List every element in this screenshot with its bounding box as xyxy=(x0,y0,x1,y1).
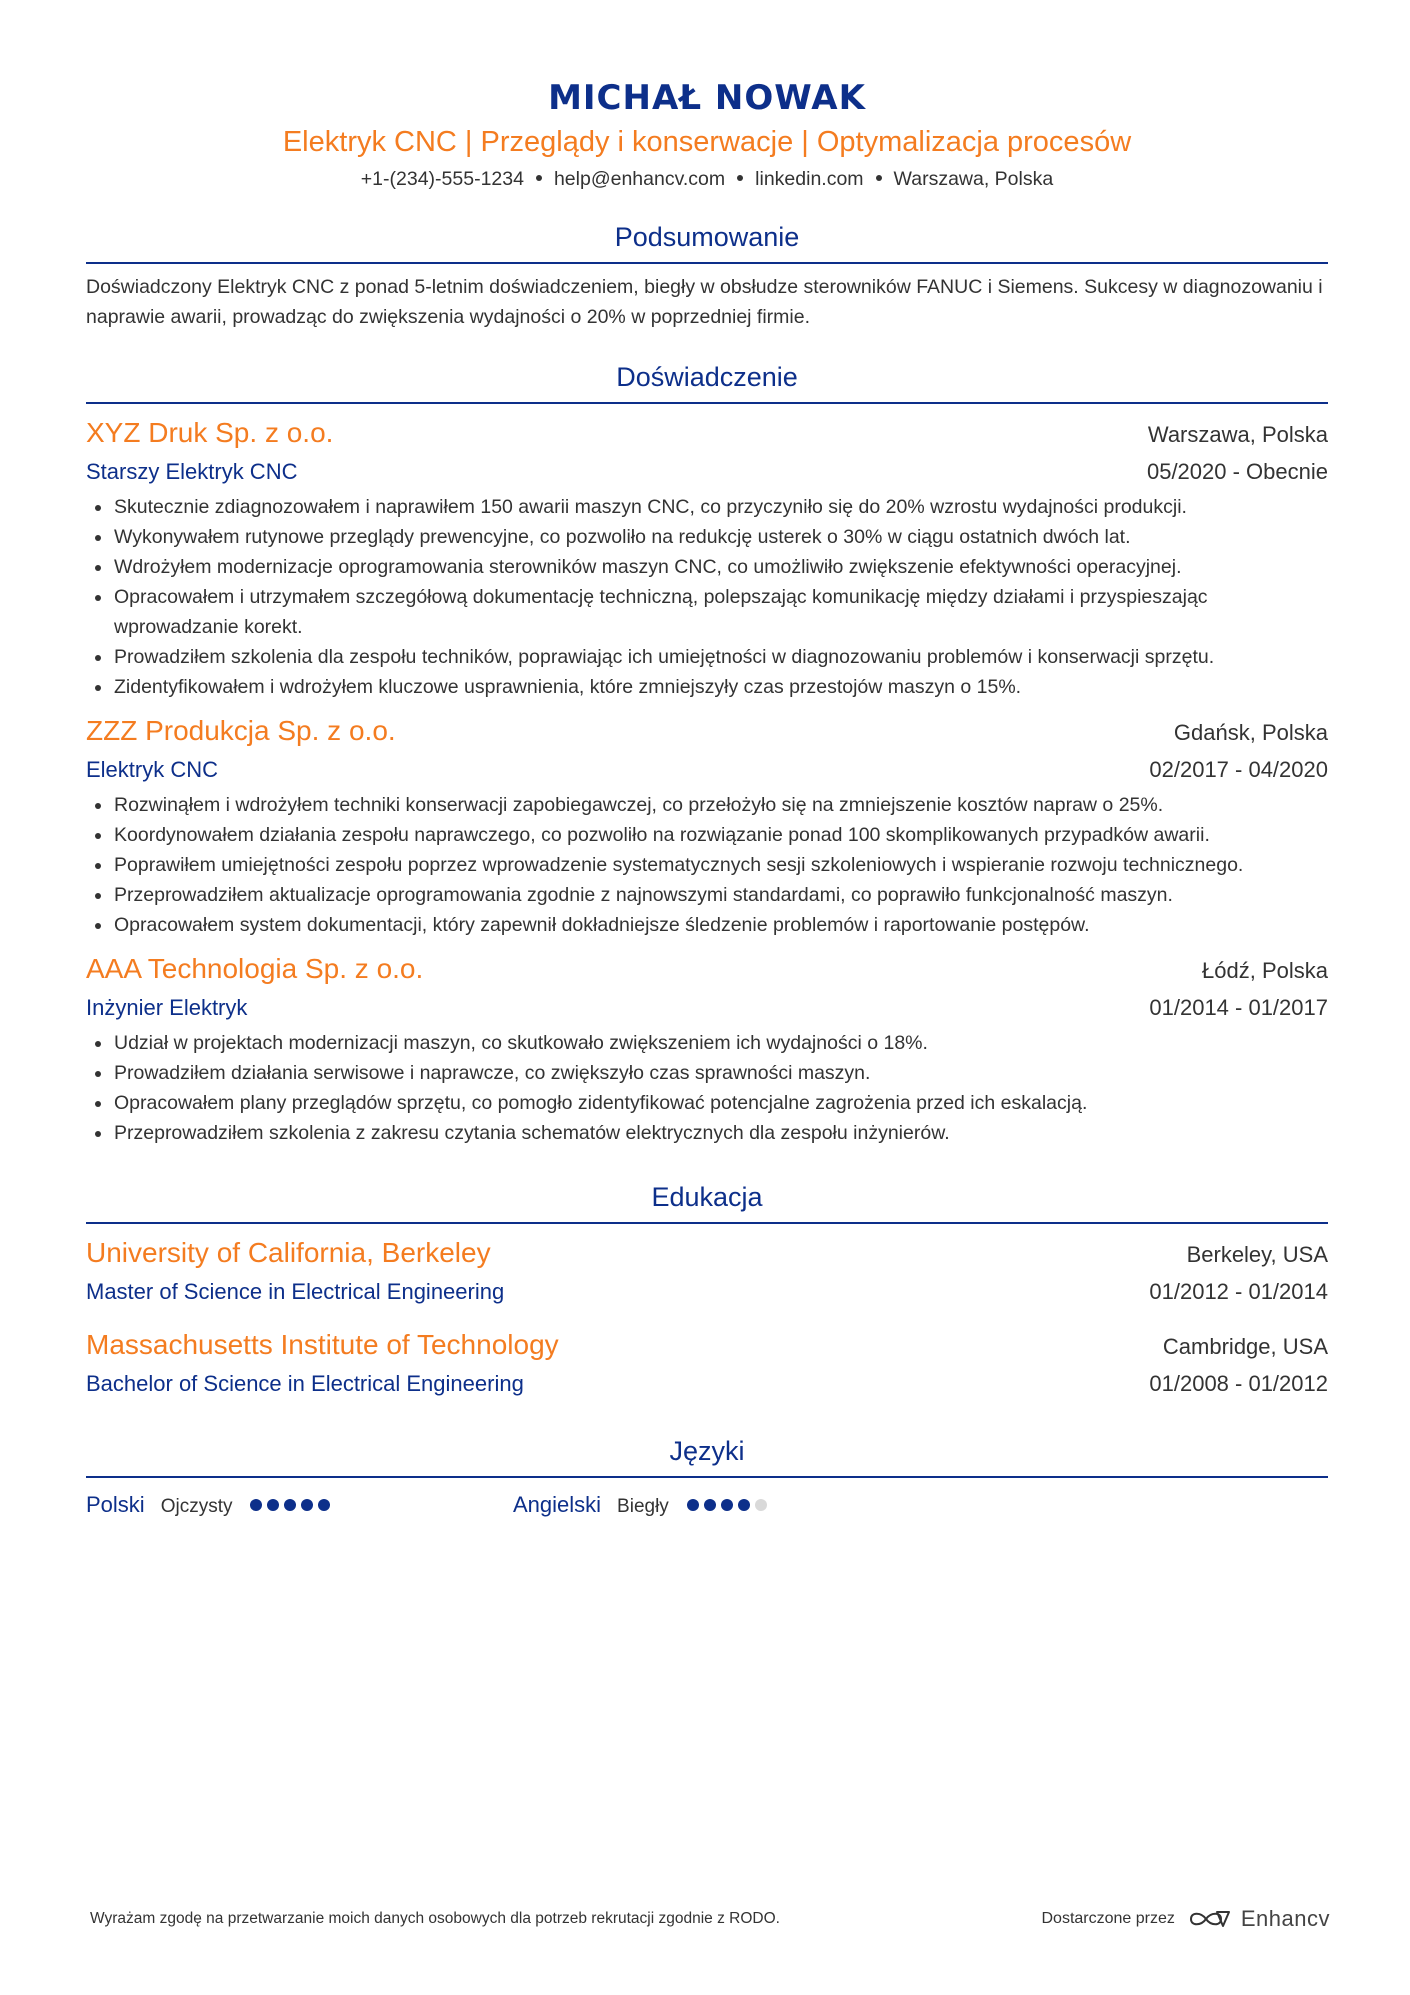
job-dates: 05/2020 - Obecnie xyxy=(1146,459,1328,484)
school-location: Berkeley, USA xyxy=(1186,1242,1328,1267)
job-location: Łódź, Polska xyxy=(1202,958,1328,983)
linkedin[interactable]: linkedin.com xyxy=(755,168,864,190)
proficiency-dot xyxy=(721,1499,733,1511)
phone: +1-(234)-555-1234 xyxy=(360,168,524,190)
separator-dot xyxy=(737,175,743,181)
job-header-row xyxy=(86,712,1328,752)
proficiency-dot xyxy=(284,1499,296,1511)
education-entry xyxy=(86,1326,1328,1402)
job-role-row xyxy=(86,454,1328,490)
job-location: Gdańsk, Polska xyxy=(1173,720,1328,745)
section-heading: Podsumowanie xyxy=(86,218,1328,264)
language-level: Biegły xyxy=(617,1496,669,1517)
resume-header xyxy=(86,0,1328,194)
bullet-item: Rozwinąłem i wdrożyłem techniki konserwacji zapobiegawczej, co przełożyło się na zmniejszenie kosztów napraw o 25%. xyxy=(114,790,1328,820)
proficiency-dot xyxy=(267,1499,279,1511)
experience-section xyxy=(86,358,1328,1148)
footer xyxy=(90,1906,1330,1932)
education-section xyxy=(86,1178,1328,1402)
bullet-item: Wdrożyłem modernizacje oprogramowania sterowników maszyn CNC, co umożliwiło zwiększenie efektywności operacyjnej. xyxy=(114,552,1328,582)
bullet-item: Udział w projektach modernizacji maszyn, co skutkowało zwiększeniem ich wydajności o 18%. xyxy=(114,1028,1328,1058)
proficiency-dots xyxy=(687,1499,772,1511)
proficiency-dot xyxy=(755,1499,767,1511)
degree-row xyxy=(86,1366,1328,1402)
section-heading: Języki xyxy=(86,1432,1328,1478)
candidate-title: Elektryk CNC | Przeglądy i konserwacje | Optymalizacja procesów xyxy=(282,126,1132,158)
separator-dot xyxy=(876,175,882,181)
separator-dot xyxy=(536,175,542,181)
job-header-row xyxy=(86,414,1328,454)
job-bullets xyxy=(86,492,1328,702)
email[interactable]: help@enhancv.com xyxy=(553,168,726,190)
language-item xyxy=(513,1492,940,1518)
education-dates: 01/2008 - 01/2012 xyxy=(1149,1371,1328,1396)
job-list xyxy=(86,414,1328,1148)
company-name: AAA Technologia Sp. z o.o. xyxy=(86,953,424,984)
school-name: University of California, Berkeley xyxy=(86,1237,491,1268)
school-header-row xyxy=(86,1234,1328,1274)
degree-row xyxy=(86,1274,1328,1310)
language-name: Angielski xyxy=(513,1492,602,1517)
bullet-item: Opracowałem i utrzymałem szczegółową dokumentację techniczną, polepszając komunikację między działami i przyspieszając wprowadzanie korekt. xyxy=(114,582,1328,642)
bullet-item: Prowadziłem szkolenia dla zespołu techników, poprawiając ich umiejętności w diagnozowaniu problemów i konserwacji sprzętu. xyxy=(114,642,1328,672)
bullet-item: Skutecznie zdiagnozowałem i naprawiłem 150 awarii maszyn CNC, co przyczyniło się do 20% wzrostu wydajności produkcji. xyxy=(114,492,1328,522)
school-list xyxy=(86,1234,1328,1402)
bullet-item: Opracowałem system dokumentacji, który zapewnił dokładniejsze śledzenie problemów i raportowanie postępów. xyxy=(114,910,1328,940)
location: Warszawa, Polska xyxy=(893,168,1054,190)
resume-page xyxy=(86,0,1328,1518)
enhancv-logo-icon xyxy=(1187,1908,1233,1930)
languages-section xyxy=(86,1432,1328,1518)
powered-by xyxy=(1041,1906,1330,1932)
school-location: Cambridge, USA xyxy=(1162,1334,1328,1359)
language-level: Ojczysty xyxy=(160,1496,233,1517)
education-dates: 01/2012 - 01/2014 xyxy=(1149,1279,1328,1304)
bullet-item: Opracowałem plany przeglądów sprzętu, co pomogło zidentyfikować potencjalne zagrożenia przed ich eskalacją. xyxy=(114,1088,1328,1118)
job-entry xyxy=(86,712,1328,940)
bullet-item: Poprawiłem umiejętności zespołu poprzez wprowadzenie systematycznych sesji szkoleniowych i wspieranie rozwoju technicznego. xyxy=(114,850,1328,880)
job-role: Elektryk CNC xyxy=(86,757,219,782)
proficiency-dot xyxy=(250,1499,262,1511)
job-bullets xyxy=(86,1028,1328,1148)
degree: Master of Science in Electrical Engineering xyxy=(86,1279,505,1304)
job-role-row xyxy=(86,752,1328,788)
job-header-row xyxy=(86,950,1328,990)
bullet-item: Prowadziłem działania serwisowe i naprawcze, co zwiększyło czas sprawności maszyn. xyxy=(114,1058,1328,1088)
degree: Bachelor of Science in Electrical Engineering xyxy=(86,1371,524,1396)
job-role: Inżynier Elektryk xyxy=(86,995,248,1020)
brand-name[interactable]: Enhancv xyxy=(1240,1906,1330,1931)
job-role-row xyxy=(86,990,1328,1026)
contact-line xyxy=(86,164,1328,194)
job-bullets xyxy=(86,790,1328,940)
proficiency-dot xyxy=(301,1499,313,1511)
job-location: Warszawa, Polska xyxy=(1147,422,1328,447)
bullet-item: Koordynowałem działania zespołu naprawczego, co pozwoliło na rozwiązanie ponad 100 skomplikowanych przypadków awarii. xyxy=(114,820,1328,850)
language-item xyxy=(86,1492,513,1518)
consent-text: Wyrażam zgodę na przetwarzanie moich danych osobowych dla potrzeb rekrutacji zgodnie z RODO. xyxy=(90,1910,780,1927)
powered-by-label: Dostarczone przez xyxy=(1041,1910,1175,1927)
job-entry xyxy=(86,414,1328,702)
proficiency-dot xyxy=(687,1499,699,1511)
bullet-item: Wykonywałem rutynowe przeglądy prewencyjne, co pozwoliło na redukcję usterek o 30% w ciągu ostatnich dwóch lat. xyxy=(114,522,1328,552)
school-name: Massachusetts Institute of Technology xyxy=(86,1329,559,1360)
section-heading: Doświadczenie xyxy=(86,358,1328,404)
proficiency-dot xyxy=(738,1499,750,1511)
bullet-item: Przeprowadziłem aktualizacje oprogramowania zgodnie z najnowszymi standardami, co poprawiło funkcjonalność maszyn. xyxy=(114,880,1328,910)
job-dates: 01/2014 - 01/2017 xyxy=(1149,995,1328,1020)
education-entry xyxy=(86,1234,1328,1310)
school-header-row xyxy=(86,1326,1328,1366)
summary-text: Doświadczony Elektryk CNC z ponad 5-letnim doświadczeniem, biegły w obsłudze sterowników FANUC i Siemens. Sukcesy w diagnozowaniu i naprawie awarii, prowadząc do zwiększenia wydajności o 20% w poprzedniej firmie. xyxy=(86,276,1323,328)
language-name: Polski xyxy=(86,1492,145,1517)
proficiency-dot xyxy=(704,1499,716,1511)
language-list xyxy=(86,1492,1328,1518)
bullet-item: Zidentyfikowałem i wdrożyłem kluczowe usprawnienia, które zmniejszyły czas przestojów maszyn o 15%. xyxy=(114,672,1328,702)
section-heading: Edukacja xyxy=(86,1178,1328,1224)
job-dates: 02/2017 - 04/2020 xyxy=(1149,757,1328,782)
job-entry xyxy=(86,950,1328,1148)
proficiency-dots xyxy=(250,1499,335,1511)
company-name: ZZZ Produkcja Sp. z o.o. xyxy=(86,715,396,746)
job-role: Starszy Elektryk CNC xyxy=(86,459,298,484)
company-name: XYZ Druk Sp. z o.o. xyxy=(86,417,334,448)
summary-section xyxy=(86,218,1328,332)
bullet-item: Przeprowadziłem szkolenia z zakresu czytania schematów elektrycznych dla zespołu inżynierów. xyxy=(114,1118,1328,1148)
candidate-name: MICHAŁ NOWAK xyxy=(548,78,866,118)
proficiency-dot xyxy=(318,1499,330,1511)
